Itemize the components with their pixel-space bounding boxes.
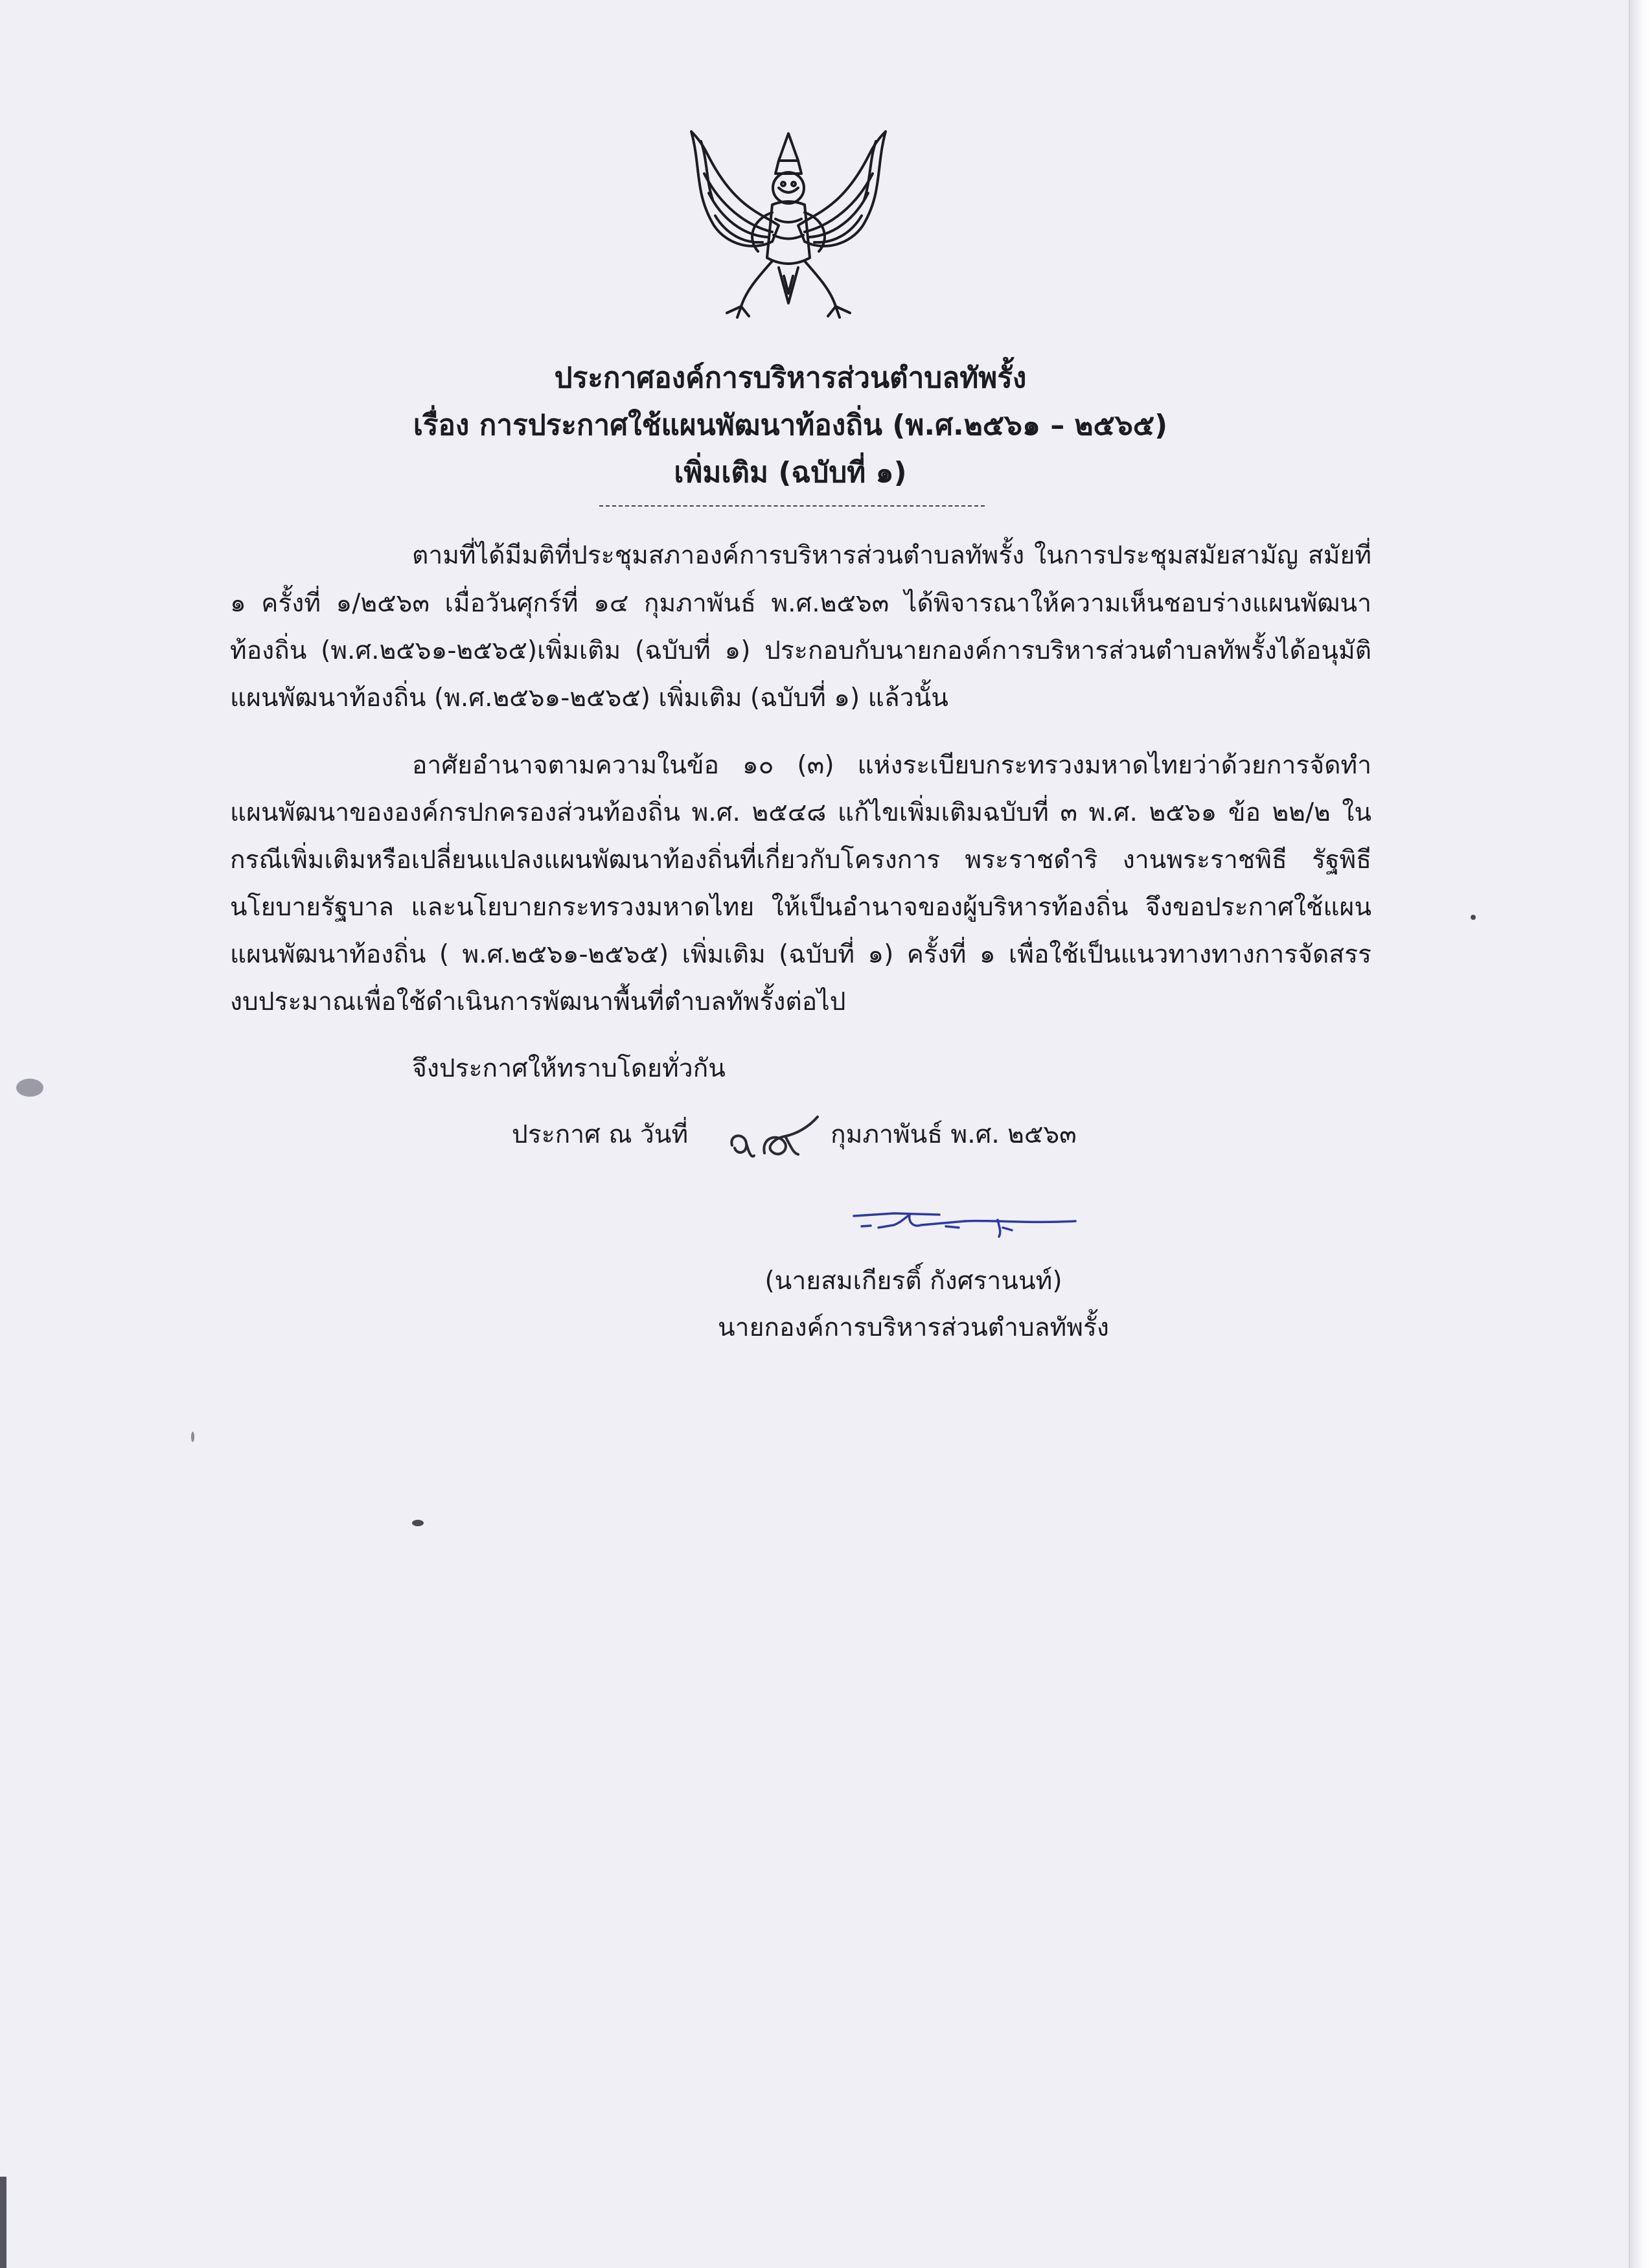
paragraph-2-line: อาศัยอำนาจตามความในข้อ ๑๐ (๓) แห่งระเบียบกระทรวงมหาดไทยว่าด้วยการจัดทำ	[412, 751, 1371, 780]
announcement-title: ประกาศองค์การบริหารส่วนตำบลทัพรั้ง	[554, 361, 1027, 395]
paragraph-1-line: ตามที่ได้มีมติที่ประชุมสภาองค์การบริหารส่วนตำบลทัพรั้ง ในการประชุมสมัยสามัญ สมัยที่	[412, 541, 1371, 570]
paragraph-1-line: ท้องถิ่น (พ.ศ.๒๕๖๑-๒๕๖๕)เพิ่มเติม (ฉบับที่ ๑) ประกอบกับนายกองค์การบริหารส่วนตำบลทัพรั้งได้อนุมัติ	[230, 636, 1371, 665]
announcement-edition: เพิ่มเติม (ฉบับที่ ๑)	[674, 456, 907, 489]
paragraph-2-line: แผนพัฒนาขององค์กรปกครองส่วนท้องถิ่น พ.ศ. ๒๕๔๘ แก้ไขเพิ่มเติมฉบับที่ ๓ พ.ศ. ๒๕๖๑ ข้อ ๒๒/๒ ใน	[230, 798, 1371, 827]
paragraph-2-line: กรณีเพิ่มเติมหรือเปลี่ยนแปลงแผนพัฒนาท้องถิ่นที่เกี่ยวกับโครงการ พระราชดำริ งานพระราชพิธี รัฐพิธี	[230, 845, 1371, 875]
closing-statement: จึงประกาศให้ทราบโดยทั่วกัน	[412, 1054, 726, 1083]
scan-speck	[16, 1079, 43, 1097]
garuda-emblem-icon	[682, 128, 895, 323]
scan-edge-right	[1629, 0, 1652, 2268]
announcement-subject: เรื่อง การประกาศใช้แผนพัฒนาท้องถิ่น (พ.ศ.๒๕๖๑ – ๒๕๖๕)	[413, 409, 1168, 442]
scan-speck	[1471, 915, 1476, 920]
signature-icon	[849, 1202, 1082, 1247]
paragraph-2-line: แผนพัฒนาท้องถิ่น ( พ.ศ.๒๕๖๑-๒๕๖๕) เพิ่มเติม (ฉบับที่ ๑) ครั้งที่ ๑ เพื่อใช้เป็นแนวทางทางการจัดสรร	[230, 940, 1371, 969]
scan-edge-left	[0, 2177, 6, 2268]
handwritten-day	[726, 1108, 823, 1166]
date-prefix: ประกาศ ณ วันที่	[512, 1120, 689, 1149]
heading-separator	[599, 505, 985, 507]
paragraph-1-line: แผนพัฒนาท้องถิ่น (พ.ศ.๒๕๖๑-๒๕๖๕) เพิ่มเติม (ฉบับที่ ๑) แล้วนั้น	[230, 683, 948, 713]
scan-speck	[191, 1432, 194, 1442]
date-month-year: กุมภาพันธ์ พ.ศ. ๒๕๖๓	[831, 1120, 1077, 1149]
scan-speck	[412, 1520, 424, 1526]
paragraph-2-line: นโยบายรัฐบาล และนโยบายกระทรวงมหาดไทย ให้เป็นอำนาจของผู้บริหารท้องถิ่น จึงขอประกาศใช้แผน	[230, 893, 1371, 922]
signer-name: (นายสมเกียรติ์ กังศรานนท์)	[764, 1266, 1062, 1296]
signer-title: นายกองค์การบริหารส่วนตำบลทัพรั้ง	[718, 1313, 1109, 1342]
paragraph-2-line: งบประมาณเพื่อใช้ดำเนินการพัฒนาพื้นที่ตำบลทัพรั้งต่อไป	[230, 987, 846, 1016]
paragraph-1-line: ๑ ครั้งที่ ๑/๒๕๖๓ เมื่อวันศุกร์ที่ ๑๔ กุมภาพันธ์ พ.ศ.๒๕๖๓ ได้พิจารณาให้ความเห็นชอบร่างแผนพัฒนา	[230, 589, 1371, 618]
